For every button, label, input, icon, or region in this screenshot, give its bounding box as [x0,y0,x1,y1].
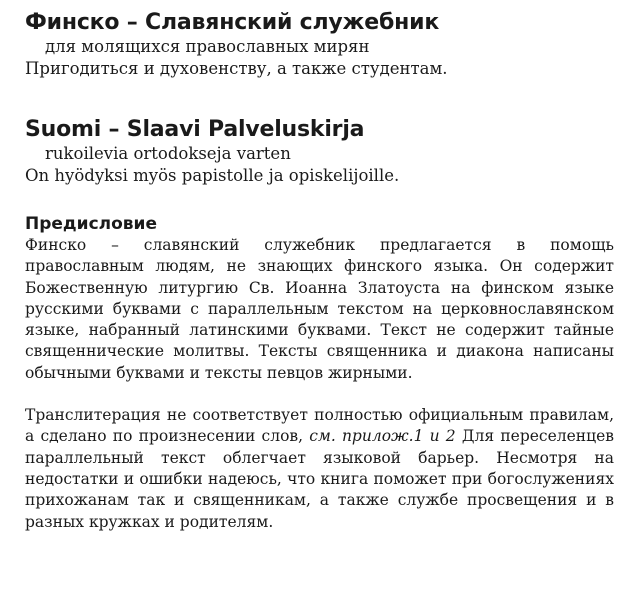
russian-subtitle: для молящихся православных мирян [45,37,370,56]
finnish-note: On hyödyksi myös papistolle ja opiskelijoille. [25,166,400,185]
preface-section [25,213,614,533]
preface-paragraph-2-end: Для переселенцев параллельный текст облегчает языковой барьер. Несмотря на недостатки и ошибки надеюсь, что книга поможет при богослужениях прихожанам так и священникам, а также службе просвещения и в разных кружках и родителям. [25,427,614,531]
preface-heading: Предисловие [25,214,157,234]
appendix-reference: см. прилож.1 и 2 [309,427,456,446]
russian-title-block [25,10,614,80]
preface-paragraph-2-start: Транслитерация не соответствует полностью официальным правилам, а сделано по произнесении слов, [25,406,614,446]
finnish-subtitle: rukoilevia ortodokseja varten [45,144,291,163]
finnish-title-block [25,117,614,187]
russian-note: Пригодиться и духовенству, а также студентам. [25,59,448,78]
russian-title: Финско – Славянский служебник [25,10,440,35]
finnish-title: Suomi – Slaavi Palveluskirja [25,117,365,142]
preface-paragraph-1: Финско – славянский служебник предлагается в помощь православным людям, не знающих финского языка. Он содержит Божественную литургию Св. Иоанна Златоуста на финском языке русскими буквами с параллельным текстом на церковнославянском языке, набранный латинскими буквами. Текст не содержит тайные священнические молитвы. Тексты священника и диакона написаны обычными буквами и тексты певцов жирными. [25,236,614,382]
preface-paragraph-2 [25,405,614,533]
